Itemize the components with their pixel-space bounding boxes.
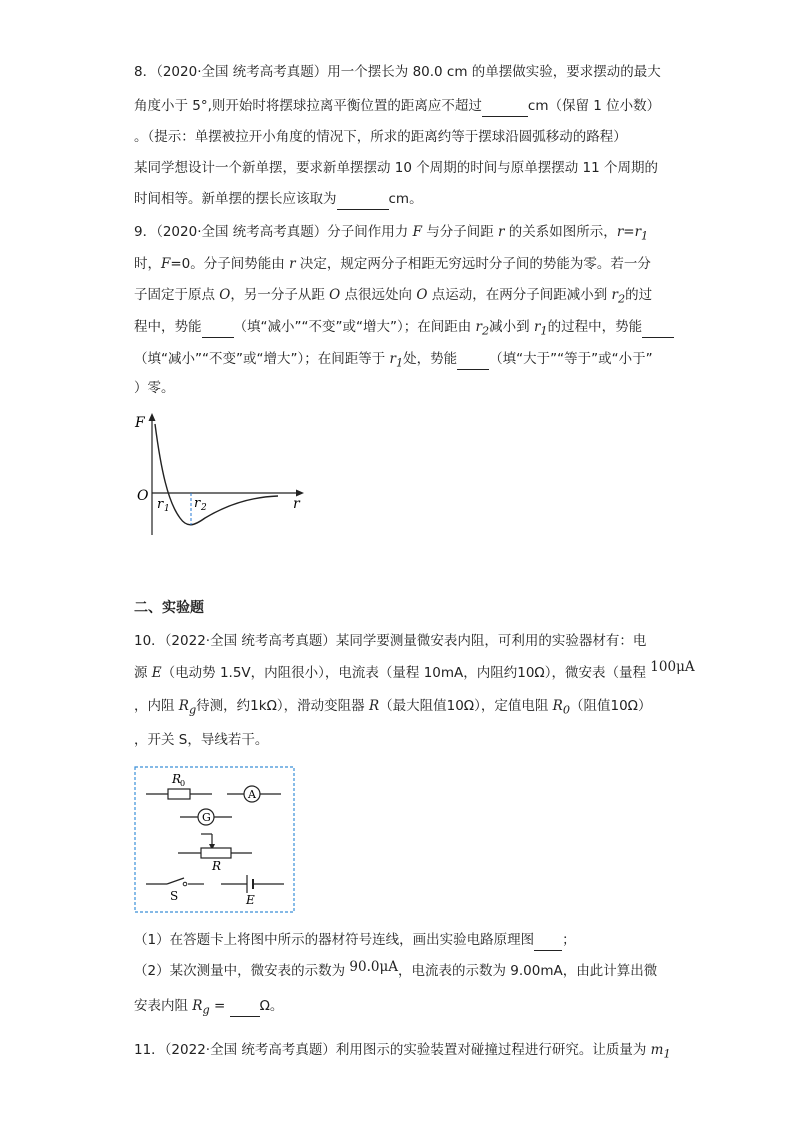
r2-label: r xyxy=(194,496,201,511)
q8-line-2: 角度小于 5°,则开始时将摆球拉离平衡位置的距离应不超过 cm（保留 1 位小数） xyxy=(134,96,660,117)
y-axis-label: F xyxy=(135,415,145,431)
q8-line-3: 。（提示：单摆被拉开小角度的情况下，所求的距离约等于摆球沿圆弧移动的路程） xyxy=(134,129,627,145)
rheostat-label: R xyxy=(212,859,222,873)
r2-subscript: 2 xyxy=(201,503,207,513)
switch-blade xyxy=(167,878,184,884)
q8-line-4: 某同学想设计一个新单摆，要求新单摆摆动 10 个周期的时间与原单摆摆动 11 个周期的 xyxy=(134,160,659,176)
q9-line-2: 时，F=0。分子间势能由 r 决定，规定两分子相距无穷远时分子间的势能为零。若一分 xyxy=(134,256,651,272)
rheostat-resistor xyxy=(201,848,231,858)
force-curve xyxy=(155,424,278,525)
x-axis-label: r xyxy=(293,496,300,512)
q9-line-1: 9．（2020·全国 统考高考真题）分子间作用力 F 与分子间距 r 的关系如图所示，$r=r_1$ xyxy=(134,224,649,243)
r0-label: R xyxy=(172,772,182,786)
origin-label: O xyxy=(137,488,149,504)
q9-line-3: 子固定于原点 O，另一分子从距 O 点很远处向 O 点运动，在两分子间距减小到 $r_2$的过 xyxy=(134,287,653,306)
answer-blank[interactable] xyxy=(457,349,489,370)
q10-line-2: 源 E（电动势 1.5V，内阻很小），电流表（量程 10mA，内阻约10Ω），微安表（量程 100μA xyxy=(134,659,695,681)
circuit-components-figure xyxy=(134,766,296,914)
r0-subscript: 0 xyxy=(180,779,186,788)
q10-part-3: 安表内阻 $R_g = \Omega$。 xyxy=(134,998,284,1017)
r0-resistor xyxy=(168,789,190,799)
q8-line-1: 8．（2020·全国 统考高考真题）用一个摆长为 80.0 cm 的单摆做实验，要求摆动的最大 xyxy=(134,64,661,80)
q10-line-4: ，开关 S，导线若干。 xyxy=(134,732,269,748)
figure-border xyxy=(135,767,294,912)
answer-blank[interactable] xyxy=(534,930,562,951)
q9-line-6: ）零。 xyxy=(134,380,175,396)
galvanometer-label: G xyxy=(202,811,211,824)
switch-label: S xyxy=(170,889,179,903)
q10-part-1: （1）在答题卡上将图中所示的器材符号连线，画出实验电路原理图 ； xyxy=(134,930,576,951)
y-axis-arrow xyxy=(149,413,156,421)
answer-blank[interactable] xyxy=(337,189,389,210)
q11-line-1: 11．（2022·全国 统考高考真题）利用图示的实验装置对碰撞过程进行研究。让质量为 $m_1$ xyxy=(134,1042,671,1061)
r1-label: r xyxy=(157,497,164,512)
answer-blank[interactable] xyxy=(482,96,528,117)
answer-blank[interactable] xyxy=(202,317,234,338)
q8-line-5: 时间相等。新单摆的摆长应该取为 cm。 xyxy=(134,189,423,210)
battery-label: E xyxy=(246,893,255,907)
q10-line-3: ，内阻 $R_g$待测，约1kΩ），滑动变阻器 R（最大阻值10Ω），定值电阻 $R_0$（阻值10Ω） xyxy=(134,698,652,717)
ammeter-label: A xyxy=(248,788,256,801)
q10-line-1: 10．（2022·全国 统考高考真题）某同学要测量微安表内阻，可利用的实验器材有：电 xyxy=(134,633,647,649)
answer-blank[interactable] xyxy=(230,996,260,1017)
section-heading: 二、实验题 xyxy=(134,600,204,616)
force-distance-graph xyxy=(130,410,320,540)
switch-contact xyxy=(183,882,187,886)
r1-subscript: 1 xyxy=(164,504,170,514)
q9-line-4: 程中，势能 （填“减小”“不变”或“增大”）；在间距由 $r_2$减小到 $r_1$的过程中，势能 xyxy=(134,317,674,342)
q9-line-5: （填“减小”“不变”或“增大”）；在间距等于 $r_1$处，势能 （填“大于”“等于”或“小于” xyxy=(134,351,653,370)
answer-blank[interactable] xyxy=(642,317,674,338)
q10-part-2: （2）某次测量中，微安表的示数为 90.0μA，电流表的示数为 9.00mA，由此计算出微 xyxy=(134,959,658,979)
